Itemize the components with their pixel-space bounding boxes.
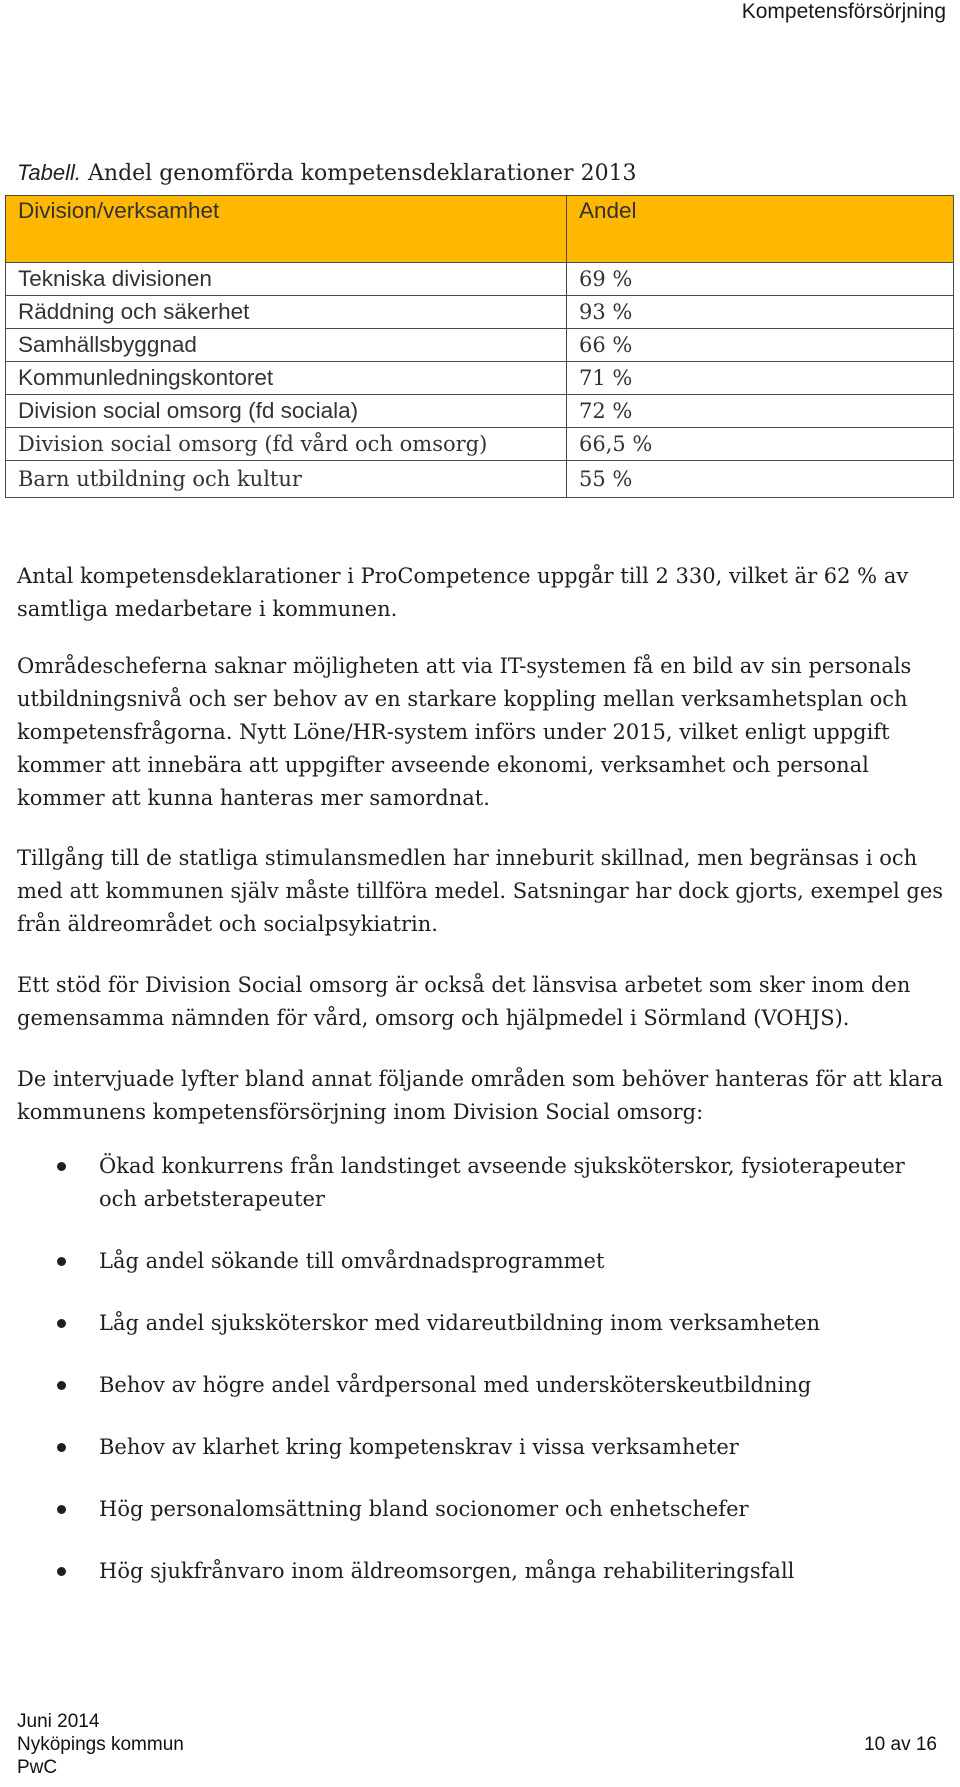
paragraph-it-systems: Områdescheferna saknar möjligheten att via IT-systemen få en bild av sin personals utbildningsnivå och ser behov av en starkare koppling mellan verksamhetsplan och kompetensfrågorna. Nytt Löne/HR-system införs under 2015, vilket enligt uppgift kommer att innebära att uppgifter avseende ekonomi, verksamhet och personal kommer att kunna hanteras mer samordnat. bbox=[17, 654, 912, 810]
row-division: Barn utbildning och kultur bbox=[6, 461, 567, 498]
table-row bbox=[6, 428, 954, 461]
list-item-text: Hög personalomsättning bland socionomer och enhetschefer bbox=[99, 1497, 749, 1521]
competence-table bbox=[5, 195, 954, 498]
list-item-text: Låg andel sjuksköterskor med vidareutbildning inom verksamheten bbox=[99, 1311, 821, 1335]
list-item bbox=[0, 1431, 960, 1493]
row-division: Division social omsorg (fd sociala) bbox=[6, 395, 567, 428]
paragraph-vohjs: Ett stöd för Division Social omsorg är också det länsvisa arbetet som sker inom den gemensamma nämnden för vård, omsorg och hjälpmedel i Sörmland (VOHJS). bbox=[17, 973, 911, 1030]
list-item bbox=[0, 1245, 960, 1307]
row-share: 93 % bbox=[567, 296, 954, 329]
row-division: Räddning och säkerhet bbox=[6, 296, 567, 329]
footer-date: Juni 2014 bbox=[17, 1711, 100, 1732]
row-share: 66 % bbox=[567, 329, 954, 362]
row-share: 55 % bbox=[567, 461, 954, 498]
row-division: Samhällsbyggnad bbox=[6, 329, 567, 362]
row-share: 66,5 % bbox=[567, 428, 954, 461]
paragraph-interviews: De intervjuade lyfter bland annat följande områden som behöver hanteras för att klara kommunens kompetensförsörjning inom Division Social omsorg: bbox=[17, 1067, 944, 1124]
table-row bbox=[6, 395, 954, 428]
table-row bbox=[6, 362, 954, 395]
list-item-text: Hög sjukfrånvaro inom äldreomsorgen, många rehabiliteringsfall bbox=[99, 1559, 795, 1583]
row-division: Kommunledningskontoret bbox=[6, 362, 567, 395]
bullet-icon bbox=[57, 1443, 66, 1452]
bullet-icon bbox=[57, 1257, 66, 1266]
table-caption bbox=[17, 160, 637, 186]
column-header-division: Division/verksamhet bbox=[6, 196, 567, 263]
row-share: 69 % bbox=[567, 263, 954, 296]
caption-text: Andel genomförda kompetensdeklarationer 2013 bbox=[81, 161, 637, 186]
bullet-icon bbox=[57, 1567, 66, 1576]
list-item bbox=[0, 1555, 960, 1617]
table-row bbox=[6, 329, 954, 362]
bullet-list bbox=[0, 1150, 960, 1617]
table-header-row bbox=[6, 196, 954, 263]
bullet-icon bbox=[57, 1162, 66, 1171]
row-division: Tekniska divisionen bbox=[6, 263, 567, 296]
list-item-text: Behov av högre andel vårdpersonal med undersköterskeutbildning bbox=[99, 1373, 812, 1397]
page-number: 10 av 16 bbox=[864, 1734, 937, 1755]
bullet-icon bbox=[57, 1381, 66, 1390]
list-item bbox=[0, 1307, 960, 1369]
list-item-text: Ökad konkurrens från landstinget avseende sjuksköterskor, fysioterapeuter och arbetsterapeuter bbox=[99, 1154, 905, 1211]
caption-label: Tabell. bbox=[17, 160, 82, 185]
footer-organization: Nyköpings kommun bbox=[17, 1734, 184, 1755]
list-item bbox=[0, 1369, 960, 1431]
row-share: 71 % bbox=[567, 362, 954, 395]
list-item bbox=[0, 1150, 960, 1245]
table-row bbox=[6, 296, 954, 329]
bullet-icon bbox=[57, 1505, 66, 1514]
row-share: 72 % bbox=[567, 395, 954, 428]
bullet-icon bbox=[57, 1319, 66, 1328]
list-item bbox=[0, 1493, 960, 1555]
list-item-text: Låg andel sökande till omvårdnadsprogrammet bbox=[99, 1249, 605, 1273]
running-header: Kompetensförsörjning bbox=[741, 0, 946, 23]
table-row bbox=[6, 461, 954, 498]
column-header-share: Andel bbox=[567, 196, 954, 263]
paragraph-stimulus: Tillgång till de statliga stimulansmedlen har inneburit skillnad, men begränsas i och med att kommunen själv måste tillföra medel. Satsningar har dock gjorts, exempel ges från äldreområdet och socialpsykiatrin. bbox=[17, 846, 944, 936]
list-item-text: Behov av klarhet kring kompetenskrav i vissa verksamheter bbox=[99, 1435, 739, 1459]
table-row bbox=[6, 263, 954, 296]
row-division: Division social omsorg (fd vård och omsorg) bbox=[6, 428, 567, 461]
footer-firm: PwC bbox=[17, 1757, 58, 1778]
paragraph-procompetence: Antal kompetensdeklarationer i ProCompetence uppgår till 2 330, vilket är 62 % av samtliga medarbetare i kommunen. bbox=[17, 564, 909, 621]
page-footer bbox=[17, 1710, 937, 1779]
